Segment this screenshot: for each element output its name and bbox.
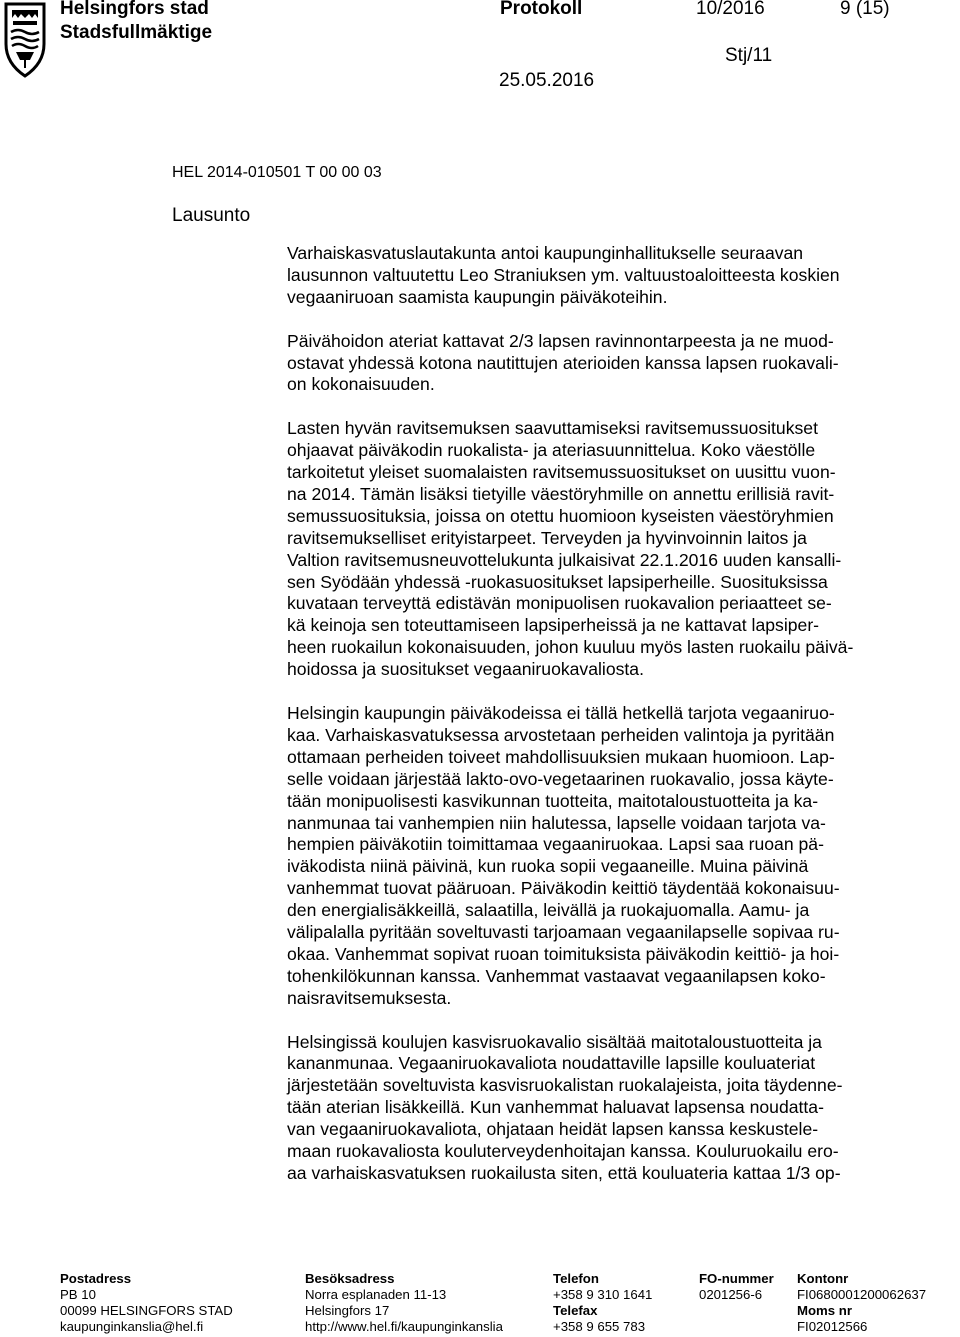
meeting-date: 25.05.2016 <box>499 70 595 91</box>
reference-number: HEL 2014-010501 T 00 00 03 <box>172 164 382 181</box>
text-line: kä keinoja sen toteuttamiseen lapsiperheissä ja ne kattavat lapsiper- <box>287 615 820 636</box>
document-body <box>287 243 939 1207</box>
footer-fo <box>699 1271 774 1303</box>
text-line: kaa. Varhaiskasvatuksessa arvostetaan perheiden valintoja ja pyritään <box>287 724 835 745</box>
text-line: ravitsemukselliset erityistarpeet. Terveyden ja hyvinvoinnin laitos ja <box>287 527 807 548</box>
text-line: na 2014. Tämän lisäksi tietyille väestöryhmille on annettu erillisiä ravit- <box>287 483 835 504</box>
text-line: maan ruokavaliosta kouluterveydenhoitajan kanssa. Kouluruokailu ero- <box>287 1141 839 1162</box>
footer-email: kaupunginkanslia@hel.fi <box>60 1319 204 1334</box>
text-line: naisravitsemuksesta. <box>287 987 452 1008</box>
footer-phone <box>553 1271 652 1335</box>
paragraph <box>287 703 939 1010</box>
footer-phone-label: Telefon <box>553 1271 599 1286</box>
footer-visit-line: Norra esplanaden 11-13 <box>305 1287 447 1302</box>
text-line: den energialisäkkeillä, salaatilla, leivällä ja ruokajuomalla. Aamu- ja <box>287 900 810 921</box>
footer-fax-value: +358 9 655 783 <box>553 1319 646 1334</box>
footer-phone-value: +358 9 310 1641 <box>553 1287 653 1302</box>
text-line: selle voidaan järjestää lakto-ovo-vegetaarinen ruokavalio, jossa käyte- <box>287 768 834 789</box>
text-line: okaa. Vanhemmat sopivat ruoan toimituksista päiväkodin keittiö- ja hoi- <box>287 943 840 964</box>
text-line: vegaaniruoan saamista kaupungin päiväkoteihin. <box>287 286 668 307</box>
text-line: lausunnon valtuutettu Leo Straniuksen ym. valtuustoaloitteesta koskien <box>287 264 840 285</box>
footer-account <box>797 1271 926 1335</box>
text-line: tarkoitetut yleiset suomalaisten ravitsemussuositukset on uusittu vuon- <box>287 462 836 483</box>
text-line: kananmunaa. Vegaaniruokavaliota noudattaville lapsille kouluateriat <box>287 1053 816 1074</box>
city-crest-logo <box>2 0 48 78</box>
text-line: sen Syödään yhdessä -ruokasuositukset lapsiperheille. Suosituksissa <box>287 571 828 592</box>
document-number: 10/2016 <box>696 0 765 19</box>
footer-fax-label: Telefax <box>553 1303 598 1318</box>
footer-postal-line: PB 10 <box>60 1287 96 1302</box>
text-line: iväkodista niinä päivinä, kun ruoka sopii vegaaneille. Muina päivinä <box>287 856 809 877</box>
text-line: Päivähoidon ateriat kattavat 2/3 lapsen ravinnontarpeesta ja ne muod- <box>287 330 834 351</box>
text-line: vanhemmat tuovat pääruoan. Päiväkodin keittiö täydentää kokonaisuu- <box>287 878 840 899</box>
paragraph <box>287 418 939 681</box>
text-line: ostavat yhdessä kotona nautittujen aterioiden kanssa lapsen ruokavali- <box>287 352 839 373</box>
footer-postal-label: Postadress <box>60 1271 132 1286</box>
footer-visit-line: Helsingfors 17 <box>305 1303 390 1318</box>
text-line: Helsingissä koulujen kasvisruokavalio sisältää maitotaloustuotteita ja <box>287 1031 822 1052</box>
footer-postal <box>60 1271 233 1335</box>
text-line: kuvataan terveyttä edistävän monipuolisen ruokavalion periaatteet se- <box>287 593 832 614</box>
text-line: ohjaavat päiväkodin ruokalista- ja ateriasuunnittelua. Koko väestölle <box>287 440 816 461</box>
text-line: järjestetään soveltuvista kasvisruokalistan ruokalajeista, joita täydenne- <box>287 1075 843 1096</box>
text-line: Varhaiskasvatuslautakunta antoi kaupunginhallitukselle seuraavan <box>287 243 804 263</box>
org-name: Helsingfors stad <box>60 0 209 19</box>
text-line: Lasten hyvän ravitsemuksen saavuttamiseksi ravitsemussuositukset <box>287 418 818 439</box>
footer-fo-label: FO-nummer <box>699 1271 774 1286</box>
document-type: Protokoll <box>500 0 583 19</box>
org-subunit: Stadsfullmäktige <box>60 22 213 43</box>
footer-website: http://www.hel.fi/kaupunginkanslia <box>305 1319 503 1334</box>
text-line: Helsingin kaupungin päiväkodeissa ei tällä hetkellä tarjota vegaaniruo- <box>287 702 835 723</box>
footer-visit <box>305 1271 503 1335</box>
text-line: tään monipuolisesti kasvikunnan tuotteita, maitotaloustuotteita ja ka- <box>287 790 819 811</box>
text-line: ottamaan perheiden toiveet mahdollisuuksien mukaan huomioon. Lap- <box>287 746 835 767</box>
text-line: heen ruokailun kokonaisuuden, johon kuuluu myös lasten ruokailu päivä- <box>287 637 854 658</box>
text-line: hoidossa ja suositukset vegaaniruokavaliosta. <box>287 659 644 680</box>
footer-vat-value: FI02012566 <box>797 1319 868 1334</box>
text-line: tohenkilökunnan kanssa. Vanhemmat vastaavat vegaanilapsen koko- <box>287 965 826 986</box>
paragraph <box>287 243 939 309</box>
footer-visit-label: Besöksadress <box>305 1271 395 1286</box>
text-line: nanmunaa tai vanhempien niin halutessa, lapselle voidaan tarjota va- <box>287 812 826 833</box>
footer-postal-line: 00099 HELSINGFORS STAD <box>60 1303 233 1318</box>
footer-account-value: FI0680001200062637 <box>797 1287 927 1302</box>
text-line: tään aterian lisäkkeillä. Kun vanhemmat haluavat lapsensa noudatta- <box>287 1097 824 1118</box>
paragraph <box>287 1032 939 1185</box>
text-line: van vegaaniruokavaliota, ohjataan heidät lapsen kanssa keskustele- <box>287 1119 819 1140</box>
footer-account-label: Kontonr <box>797 1271 849 1286</box>
text-line: Valtion ravitsemusneuvottelukunta julkaisivat 22.1.2016 uuden kansalli- <box>287 549 842 570</box>
section-code: Stj/11 <box>725 45 773 66</box>
paragraph <box>287 331 939 397</box>
text-line: hempien päiväkotiin toimittamaa vegaaniruokaa. Lapsi saa ruoan pä- <box>287 834 824 855</box>
page-number: 9 (15) <box>840 0 890 19</box>
footer-fo-value: 0201256-6 <box>699 1287 763 1302</box>
text-line: on kokonaisuuden. <box>287 374 435 395</box>
text-line: semussuosituksia, joissa on otettu huomioon kyseisten väestöryhmien <box>287 505 834 526</box>
section-title: Lausunto <box>172 205 251 226</box>
footer-vat-label: Moms nr <box>797 1303 852 1318</box>
text-line: välipalalla pyritään soveltuvasti tarjoamaan vegaanilapselle sopivaa ru- <box>287 922 840 943</box>
text-line: aa varhaiskasvatuksen ruokailusta siten, että kouluateria kattaa 1/3 op- <box>287 1163 841 1183</box>
